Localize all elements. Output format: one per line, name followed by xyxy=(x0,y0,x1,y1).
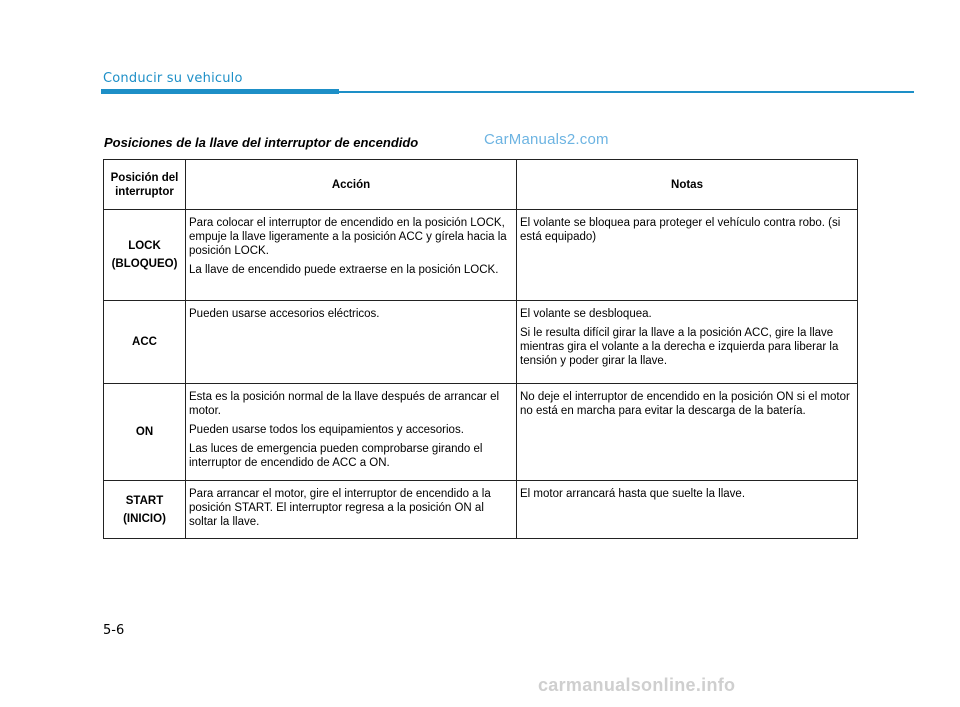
notes-text: No deje el interruptor de encendido en la posición ON si el motor no está en marcha para evitar la descarga de la batería. xyxy=(520,391,850,417)
table-header-row xyxy=(104,160,858,210)
position-label: LOCK xyxy=(128,240,161,252)
action-text: Pueden usarse todos los equipamientos y accesorios. xyxy=(189,424,464,436)
action-text: La llave de encendido puede extraerse en la posición LOCK. xyxy=(189,264,499,276)
header-action: Acción xyxy=(186,160,517,210)
watermark-top: CarManuals2.com xyxy=(484,131,609,148)
action-cell xyxy=(186,210,517,301)
table-row xyxy=(104,301,858,384)
watermark-bottom: carmanualsonline.info xyxy=(538,675,736,695)
position-cell xyxy=(104,384,186,481)
action-text: Para arrancar el motor, gire el interruptor de encendido a la posición START. El interruptor regresa a la posición ON al soltar la llave. xyxy=(189,488,491,528)
section-rule-thin xyxy=(339,91,914,93)
section-title: Conducir su vehiculo xyxy=(103,71,243,86)
position-label: ACC xyxy=(132,336,157,348)
position-cell xyxy=(104,301,186,384)
header-notes: Notas xyxy=(517,160,858,210)
notes-text: El volante se desbloquea. xyxy=(520,308,652,320)
position-cell xyxy=(104,481,186,539)
ignition-positions-table xyxy=(103,159,858,539)
notes-cell xyxy=(517,481,858,539)
action-text: Esta es la posición normal de la llave después de arrancar el motor. xyxy=(189,391,500,417)
position-label: ON xyxy=(135,426,154,438)
position-cell xyxy=(104,210,186,301)
notes-cell xyxy=(517,301,858,384)
action-cell xyxy=(186,301,517,384)
page-subtitle: Posiciones de la llave del interruptor de encendido xyxy=(104,135,419,150)
action-text: Pueden usarse accesorios eléctricos. xyxy=(189,308,380,320)
notes-text: El volante se bloquea para proteger el vehículo contra robo. (si está equipado) xyxy=(520,217,841,243)
notes-cell xyxy=(517,210,858,301)
notes-cell xyxy=(517,384,858,481)
action-text: Para colocar el interruptor de encendido en la posición LOCK, empuje la llave ligeramente a la posición ACC y gírela hacia la posición LOCK. xyxy=(189,217,507,257)
notes-text: Si le resulta difícil girar la llave a la posición ACC, gire la llave mientras gira el volante a la derecha e izquierda para liberar la tensión y poder girar la llave. xyxy=(520,327,839,367)
table-row xyxy=(104,210,858,301)
action-cell xyxy=(186,384,517,481)
table-row xyxy=(104,384,858,481)
header-position: Posición del interruptor xyxy=(104,160,186,210)
page-number: 5-6 xyxy=(103,623,125,638)
position-sublabel: (INICIO) xyxy=(123,512,166,525)
position-sublabel: (BLOQUEO) xyxy=(111,258,178,270)
position-label: START xyxy=(125,494,164,507)
action-cell xyxy=(186,481,517,539)
section-rule-thick xyxy=(101,89,339,94)
action-text: Las luces de emergencia pueden comprobarse girando el interruptor de encendido de ACC a ON. xyxy=(189,443,483,469)
notes-text: El motor arrancará hasta que suelte la llave. xyxy=(520,488,746,500)
table-row xyxy=(104,481,858,539)
